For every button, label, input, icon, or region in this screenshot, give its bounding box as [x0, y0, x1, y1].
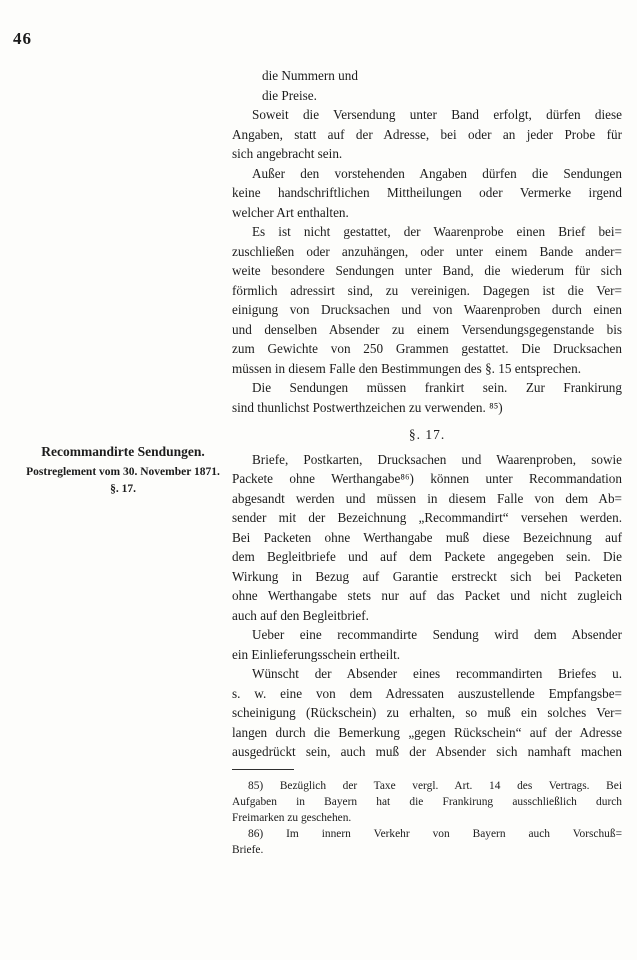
margin-note-section: §. 17.	[110, 483, 136, 495]
text-line: die Nummern und	[262, 68, 358, 83]
text-line: keine handschriftlichen Mittheilungen oder Vermerke irgend	[232, 185, 622, 200]
margin-note	[14, 444, 232, 500]
text-line: sender mit der Bezeichnung „Recommandirt“ versehen werden.	[232, 510, 622, 525]
text-line: abgesandt werden und müssen in diesem Falle von dem Ab=	[232, 490, 622, 506]
text-line: Soweit die Versendung unter Band erfolgt, dürfen diese	[252, 107, 622, 122]
text-line: müssen in diesem Falle den Bestimmungen des §. 15 entsprechen.	[232, 360, 582, 376]
text-line: sind thunlichst Postwerthzeichen zu verwenden. ⁸⁵)	[232, 399, 503, 415]
paragraph	[232, 450, 622, 626]
footnote-separator	[232, 769, 294, 770]
text-line: ein Einlieferungsschein ertheilt.	[232, 646, 401, 662]
paragraph	[232, 664, 622, 762]
text-line: Die Sendungen müssen frankirt sein. Zur Frankirung	[252, 380, 622, 395]
text-line: ausgedrückt sein, auch muß der Absender sich namhaft machen	[232, 744, 622, 759]
text-line: scheinigung (Rückschein) zu erhalten, so muß ein solches Ver=	[232, 705, 622, 720]
margin-note-source: Postreglement vom 30. November 1871.	[26, 466, 220, 478]
text-line: Aufgaben in Bayern hat die Frankirung ausschließlich durch	[232, 795, 622, 808]
paragraph	[232, 625, 622, 664]
paragraph	[232, 105, 622, 164]
page-number: 46	[13, 29, 32, 48]
text-line: weite besondere Sendungen unter Band, die wiederum für sich	[232, 263, 622, 278]
footnote	[232, 826, 622, 858]
text-line: zum Gewichte von 250 Grammen gestattet. Die Drucksachen	[232, 341, 622, 356]
text-line: Angaben, statt auf der Adresse, bei oder an jeder Probe für	[232, 126, 622, 142]
text-line: s. w. eine von dem Adressaten auszustellende Empfangsbe=	[232, 685, 622, 701]
text-line: 86) Im innern Verkehr von Bayern auch Vorschuß=	[248, 827, 622, 840]
text-line: Außer den vorstehenden Angaben dürfen die Sendungen	[252, 165, 622, 181]
text-line: förmlich adressirt sind, zu vereinigen. Dagegen ist die Ver=	[232, 282, 622, 298]
section-heading: §. 17.	[408, 427, 446, 442]
text-line: 85) Bezüglich der Taxe vergl. Art. 14 des Vertrags. Bei	[248, 779, 622, 792]
text-line: die Preise.	[262, 87, 317, 103]
text-line: Briefe.	[232, 843, 264, 856]
text-line: Bei Packeten ohne Werthangabe muß diese Bezeichnung auf	[232, 529, 622, 545]
indented-list	[232, 66, 622, 105]
text-line: langen durch die Bemerkung „gegen Rückschein“ auf der Adresse	[232, 724, 622, 740]
text-line: Packete ohne Werthangabe⁸⁶) können unter Recommandation	[232, 471, 622, 486]
body-blocks	[232, 66, 622, 762]
text-line: Freimarken zu geschehen.	[232, 811, 352, 824]
text-line: sich angebracht sein.	[232, 146, 343, 161]
text-line: Briefe, Postkarten, Drucksachen und Waarenproben, sowie	[252, 451, 622, 467]
paragraph	[232, 378, 622, 417]
footnote	[232, 778, 622, 826]
text-line: dem Begleitbriefe und auf dem Packete angegeben sein. Die	[232, 549, 622, 564]
text-line: Wünscht der Absender eines recommandirten Briefes u.	[252, 666, 622, 681]
text-line: Ueber eine recommandirte Sendung wird dem Absender	[252, 627, 622, 642]
paragraph	[232, 222, 622, 378]
paragraph	[232, 164, 622, 223]
footnotes	[232, 778, 622, 858]
text-line: Es ist nicht gestattet, der Waarenprobe einen Brief bei=	[252, 224, 622, 239]
text-line: auch auf den Begleitbrief.	[232, 607, 369, 623]
text-column	[232, 66, 622, 858]
text-line: Wirkung in Bezug auf Garantie erstreckt sich bei Packeten	[232, 568, 622, 584]
margin-note-title: Recommandirte Sendungen.	[41, 444, 205, 459]
text-line: einigung von Drucksachen und von Waarenproben durch einen	[232, 302, 622, 317]
text-line: welcher Art enthalten.	[232, 204, 349, 220]
text-line: zuschließen oder anzuhängen, oder unter einem Bande ander=	[232, 243, 622, 259]
text-line: ohne Werthangabe stets nur auf das Packet und nicht zugleich	[232, 588, 622, 603]
text-line: und denselben Absender zu einem Versendungsgegenstande bis	[232, 321, 622, 337]
